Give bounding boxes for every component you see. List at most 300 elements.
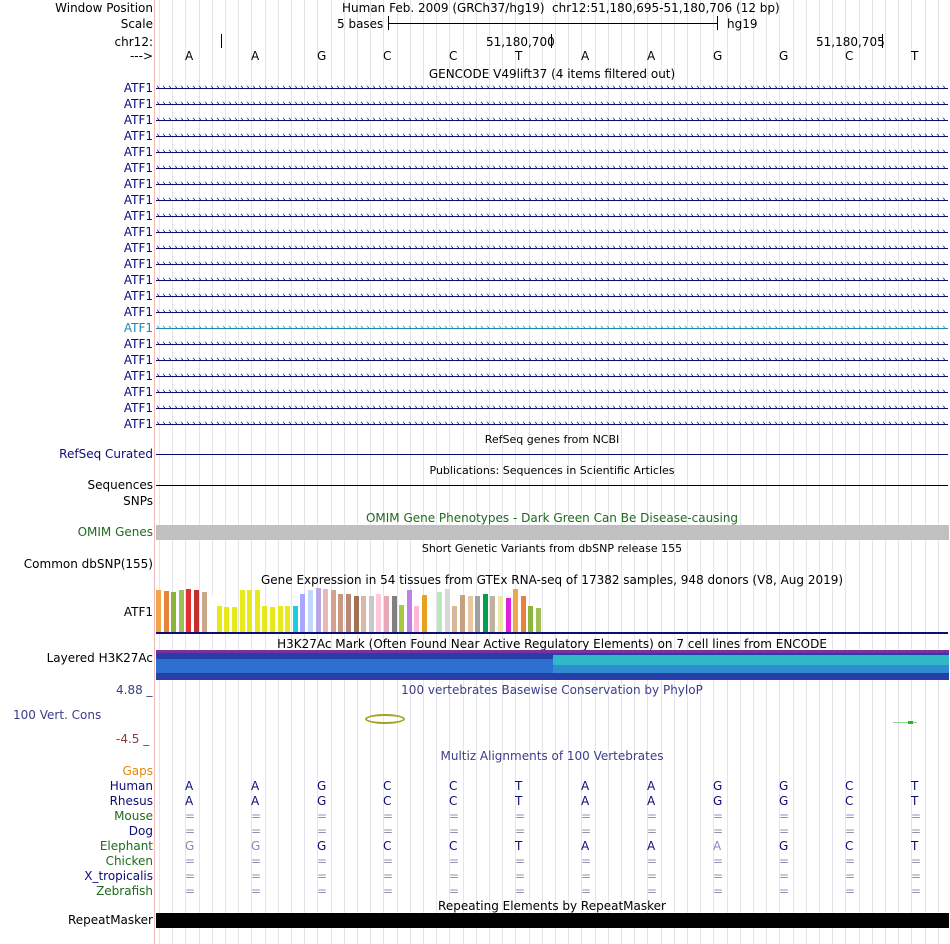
- strand-chevron-icon: ›: [234, 116, 238, 125]
- strand-chevron-icon: ›: [738, 260, 742, 269]
- gtex-tissue-bar[interactable]: [186, 589, 191, 632]
- strand-chevron-icon: ›: [246, 84, 250, 93]
- gencode-transcript[interactable]: [156, 276, 948, 285]
- strand-chevron-icon: ›: [792, 212, 796, 221]
- strand-chevron-icon: ›: [828, 340, 832, 349]
- gtex-tissue-bar[interactable]: [316, 588, 321, 632]
- strand-chevron-icon: ›: [378, 308, 382, 317]
- gtex-tissue-bar[interactable]: [468, 596, 473, 632]
- gencode-transcript[interactable]: [156, 164, 948, 173]
- strand-chevron-icon: ›: [450, 116, 454, 125]
- gtex-tissue-bar[interactable]: [392, 596, 397, 632]
- strand-chevron-icon: ›: [876, 228, 880, 237]
- strand-chevron-icon: ›: [756, 84, 760, 93]
- strand-chevron-icon: ›: [312, 260, 316, 269]
- species-label[interactable]: Elephant: [100, 839, 153, 853]
- strand-chevron-icon: ›: [786, 228, 790, 237]
- strand-chevron-icon: ›: [492, 388, 496, 397]
- strand-chevron-icon: ›: [690, 148, 694, 157]
- gencode-item-label[interactable]: ATF1: [124, 161, 153, 175]
- strand-chevron-icon: ›: [912, 164, 916, 173]
- strand-chevron-icon: ›: [258, 148, 262, 157]
- gtex-tissue-bar[interactable]: [300, 594, 305, 632]
- gencode-item-label[interactable]: ATF1: [124, 81, 153, 95]
- gtex-tissue-bar[interactable]: [202, 592, 207, 632]
- strand-chevron-icon: ›: [744, 116, 748, 125]
- gencode-item-label[interactable]: ATF1: [124, 401, 153, 415]
- strand-chevron-icon: ›: [666, 196, 670, 205]
- scale-db: hg19: [727, 17, 758, 31]
- strand-chevron-icon: ›: [834, 212, 838, 221]
- repeatmasker-feature[interactable]: [156, 913, 949, 928]
- species-label[interactable]: X_tropicalis: [84, 869, 153, 883]
- gencode-transcript[interactable]: [156, 244, 948, 253]
- strand-chevron-icon: ›: [336, 212, 340, 221]
- gtex-tissue-bar[interactable]: [240, 590, 245, 632]
- sequences-label[interactable]: Sequences: [88, 478, 153, 492]
- refseq-label[interactable]: RefSeq Curated: [59, 447, 153, 461]
- gtex-tissue-bar[interactable]: [323, 589, 328, 632]
- omim-label[interactable]: OMIM Genes: [78, 525, 153, 539]
- gencode-item-label[interactable]: ATF1: [124, 273, 153, 287]
- strand-chevron-icon: ›: [384, 244, 388, 253]
- gtex-tissue-bar[interactable]: [171, 592, 176, 632]
- strand-chevron-icon: ›: [510, 148, 514, 157]
- gtex-label[interactable]: ATF1: [124, 605, 153, 619]
- strand-chevron-icon: ›: [390, 324, 394, 333]
- alignment-base: G: [251, 839, 260, 853]
- gtex-tissue-bar[interactable]: [528, 606, 533, 632]
- strand-chevron-icon: ›: [204, 84, 208, 93]
- gencode-title[interactable]: GENCODE V49lift37 (4 items filtered out): [156, 67, 948, 81]
- gaps-label[interactable]: Gaps: [122, 764, 153, 778]
- strand-chevron-icon: ›: [450, 420, 454, 429]
- gtex-tissue-bar[interactable]: [354, 596, 359, 632]
- strand-chevron-icon: ›: [396, 372, 400, 381]
- gtex-tissue-bar[interactable]: [376, 594, 381, 632]
- strand-chevron-icon: ›: [762, 244, 766, 253]
- strand-chevron-icon: ›: [624, 100, 628, 109]
- strand-chevron-icon: ›: [690, 260, 694, 269]
- strand-chevron-icon: ›: [798, 404, 802, 413]
- strand-chevron-icon: ›: [366, 84, 370, 93]
- gtex-tissue-bar[interactable]: [384, 596, 389, 632]
- alignment-base: T: [911, 794, 918, 808]
- strand-chevron-icon: ›: [306, 196, 310, 205]
- strand-chevron-icon: ›: [330, 228, 334, 237]
- gencode-transcript[interactable]: [156, 308, 948, 317]
- strand-chevron-icon: ›: [540, 132, 544, 141]
- strand-chevron-icon: ›: [738, 100, 742, 109]
- strand-chevron-icon: ›: [336, 180, 340, 189]
- strand-chevron-icon: ›: [228, 116, 232, 125]
- gtex-tissue-bar[interactable]: [232, 607, 237, 632]
- gtex-tissue-bar[interactable]: [498, 596, 503, 632]
- gtex-tissue-bar[interactable]: [285, 606, 290, 632]
- strand-chevron-icon: ›: [198, 292, 202, 301]
- strand-chevron-icon: ›: [828, 132, 832, 141]
- omim-title[interactable]: OMIM Gene Phenotypes - Dark Green Can Be Disease-causing: [156, 511, 948, 525]
- strand-chevron-icon: ›: [492, 100, 496, 109]
- strand-chevron-icon: ›: [576, 180, 580, 189]
- strand-chevron-icon: ›: [786, 340, 790, 349]
- strand-chevron-icon: ›: [420, 180, 424, 189]
- strand-chevron-icon: ›: [612, 276, 616, 285]
- strand-chevron-icon: ›: [774, 148, 778, 157]
- strand-chevron-icon: ›: [210, 292, 214, 301]
- strand-chevron-icon: ›: [456, 276, 460, 285]
- strand-chevron-icon: ›: [618, 324, 622, 333]
- gtex-tissue-bar[interactable]: [247, 590, 252, 632]
- gencode-item-label[interactable]: ATF1: [124, 369, 153, 383]
- strand-chevron-icon: ›: [330, 388, 334, 397]
- phylop-label[interactable]: 100 Vert. Cons: [13, 708, 101, 722]
- gtex-tissue-bar[interactable]: [156, 590, 161, 632]
- gencode-transcript[interactable]: [156, 372, 948, 381]
- gencode-transcript[interactable]: [156, 388, 948, 397]
- gencode-item-label[interactable]: ATF1: [124, 209, 153, 223]
- gtex-tissue-bar[interactable]: [262, 606, 267, 632]
- strand-chevron-icon: ›: [522, 276, 526, 285]
- gtex-tissue-bar[interactable]: [369, 596, 374, 632]
- gtex-tissue-bar[interactable]: [506, 598, 511, 632]
- gtex-tissue-bar[interactable]: [422, 595, 427, 632]
- strand-chevron-icon: ›: [714, 148, 718, 157]
- strand-chevron-icon: ›: [378, 84, 382, 93]
- strand-chevron-icon: ›: [678, 196, 682, 205]
- strand-chevron-icon: ›: [732, 228, 736, 237]
- strand-chevron-icon: ›: [828, 196, 832, 205]
- gtex-tissue-bar[interactable]: [194, 590, 199, 632]
- gencode-item-label[interactable]: ATF1: [124, 145, 153, 159]
- dbsnp-title[interactable]: Short Genetic Variants from dbSNP release 155: [156, 542, 948, 555]
- alignment-base: C: [449, 794, 457, 808]
- h3k27ac-label[interactable]: Layered H3K27Ac: [47, 651, 153, 665]
- strand-chevron-icon: ›: [528, 244, 532, 253]
- strand-chevron-icon: ›: [612, 356, 616, 365]
- strand-chevron-icon: ›: [384, 228, 388, 237]
- strand-chevron-icon: ›: [270, 340, 274, 349]
- gtex-tissue-bar[interactable]: [536, 608, 541, 632]
- strand-chevron-icon: ›: [804, 212, 808, 221]
- strand-chevron-icon: ›: [384, 260, 388, 269]
- strand-chevron-icon: ›: [756, 260, 760, 269]
- strand-chevron-icon: ›: [498, 388, 502, 397]
- strand-chevron-icon: ›: [312, 196, 316, 205]
- strand-chevron-icon: ›: [564, 100, 568, 109]
- strand-chevron-icon: ›: [240, 372, 244, 381]
- gtex-tissue-bar[interactable]: [361, 596, 366, 632]
- strand-chevron-icon: ›: [738, 340, 742, 349]
- strand-chevron-icon: ›: [348, 228, 352, 237]
- gtex-tissue-bar[interactable]: [445, 589, 450, 632]
- gtex-tissue-bar[interactable]: [414, 606, 419, 632]
- strand-chevron-icon: ›: [342, 100, 346, 109]
- gencode-item-label[interactable]: ATF1: [124, 337, 153, 351]
- gencode-item-label[interactable]: ATF1: [124, 225, 153, 239]
- strand-chevron-icon: ›: [576, 308, 580, 317]
- strand-chevron-icon: ›: [888, 276, 892, 285]
- gencode-item-label[interactable]: ATF1: [124, 241, 153, 255]
- strand-chevron-icon: ›: [624, 196, 628, 205]
- strand-chevron-icon: ›: [828, 228, 832, 237]
- gencode-transcript[interactable]: [156, 132, 948, 141]
- strand-chevron-icon: ›: [480, 388, 484, 397]
- dbsnp-label[interactable]: Common dbSNP(155): [24, 557, 153, 571]
- phylop-title[interactable]: 100 vertebrates Basewise Conservation by PhyloP: [156, 683, 948, 697]
- gtex-tissue-bar[interactable]: [490, 596, 495, 632]
- strand-chevron-icon: ›: [354, 420, 358, 429]
- strand-chevron-icon: ›: [942, 324, 946, 333]
- strand-chevron-icon: ›: [540, 164, 544, 173]
- strand-chevron-icon: ›: [414, 100, 418, 109]
- publications-title[interactable]: Publications: Sequences in Scientific Articles: [156, 464, 948, 477]
- strand-chevron-icon: ›: [252, 420, 256, 429]
- gtex-tissue-bar[interactable]: [270, 607, 275, 632]
- gtex-tissue-bar[interactable]: [255, 590, 260, 632]
- gencode-item-label[interactable]: ATF1: [124, 113, 153, 127]
- gtex-tissue-bar[interactable]: [460, 595, 465, 632]
- gtex-tissue-bar[interactable]: [164, 591, 169, 632]
- strand-chevron-icon: ›: [360, 164, 364, 173]
- gencode-transcript[interactable]: [156, 116, 948, 125]
- strand-chevron-icon: ›: [408, 196, 412, 205]
- strand-chevron-icon: ›: [852, 276, 856, 285]
- strand-chevron-icon: ›: [402, 308, 406, 317]
- strand-chevron-icon: ›: [858, 308, 862, 317]
- strand-chevron-icon: ›: [528, 292, 532, 301]
- gencode-transcript[interactable]: [156, 356, 948, 365]
- strand-chevron-icon: ›: [744, 356, 748, 365]
- strand-chevron-icon: ›: [678, 340, 682, 349]
- species-label[interactable]: Chicken: [106, 854, 153, 868]
- strand-chevron-icon: ›: [420, 308, 424, 317]
- strand-chevron-icon: ›: [780, 404, 784, 413]
- gtex-tissue-bar[interactable]: [278, 606, 283, 632]
- gencode-transcript[interactable]: [156, 420, 948, 429]
- strand-chevron-icon: ›: [480, 212, 484, 221]
- strand-chevron-icon: ›: [216, 164, 220, 173]
- strand-chevron-icon: ›: [672, 116, 676, 125]
- strand-chevron-icon: ›: [672, 356, 676, 365]
- strand-chevron-icon: ›: [168, 100, 172, 109]
- strand-chevron-icon: ›: [936, 196, 940, 205]
- omim-feature[interactable]: [156, 525, 949, 540]
- gtex-tissue-bar[interactable]: [331, 590, 336, 632]
- strand-chevron-icon: ›: [924, 388, 928, 397]
- alignment-base: T: [515, 779, 522, 793]
- multiz-title[interactable]: Multiz Alignments of 100 Vertebrates: [156, 749, 948, 763]
- strand-chevron-icon: ›: [402, 212, 406, 221]
- strand-chevron-icon: ›: [516, 100, 520, 109]
- species-label[interactable]: Zebrafish: [96, 884, 153, 898]
- publications-line[interactable]: [156, 485, 948, 486]
- strand-chevron-icon: ›: [672, 148, 676, 157]
- strand-chevron-icon: ›: [654, 148, 658, 157]
- strand-chevron-icon: ›: [792, 404, 796, 413]
- gtex-tissue-bar[interactable]: [513, 589, 518, 632]
- strand-chevron-icon: ›: [642, 148, 646, 157]
- strand-chevron-icon: ›: [324, 308, 328, 317]
- gtex-tissue-bar[interactable]: [521, 596, 526, 632]
- strand-chevron-icon: ›: [606, 244, 610, 253]
- gtex-tissue-bar[interactable]: [430, 592, 435, 632]
- strand-chevron-icon: ›: [456, 164, 460, 173]
- strand-chevron-icon: ›: [696, 372, 700, 381]
- strand-chevron-icon: ›: [756, 340, 760, 349]
- strand-chevron-icon: ›: [858, 228, 862, 237]
- gtex-tissue-bar[interactable]: [346, 594, 351, 632]
- strand-chevron-icon: ›: [186, 196, 190, 205]
- strand-chevron-icon: ›: [582, 180, 586, 189]
- strand-chevron-icon: ›: [888, 212, 892, 221]
- gencode-transcript[interactable]: [156, 212, 948, 221]
- strand-chevron-icon: ›: [282, 180, 286, 189]
- strand-chevron-icon: ›: [684, 116, 688, 125]
- strand-chevron-icon: ›: [354, 404, 358, 413]
- gencode-item-label[interactable]: ATF1: [124, 321, 153, 335]
- strand-chevron-icon: ›: [192, 148, 196, 157]
- gtex-tissue-bar[interactable]: [217, 606, 222, 632]
- strand-chevron-icon: ›: [798, 228, 802, 237]
- strand-chevron-icon: ›: [834, 356, 838, 365]
- strand-chevron-icon: ›: [228, 132, 232, 141]
- species-label[interactable]: Rhesus: [110, 794, 153, 808]
- gencode-item-label[interactable]: ATF1: [124, 305, 153, 319]
- strand-chevron-icon: ›: [426, 340, 430, 349]
- refseq-line[interactable]: [156, 454, 948, 455]
- gtex-tissue-bar[interactable]: [224, 607, 229, 632]
- gencode-transcript[interactable]: [156, 100, 948, 109]
- gtex-tissue-bar[interactable]: [293, 606, 298, 632]
- gencode-item-label[interactable]: ATF1: [124, 193, 153, 207]
- gencode-transcript[interactable]: [156, 84, 948, 93]
- strand-chevron-icon: ›: [672, 228, 676, 237]
- strand-chevron-icon: ›: [408, 164, 412, 173]
- strand-chevron-icon: ›: [840, 84, 844, 93]
- strand-chevron-icon: ›: [372, 356, 376, 365]
- species-label[interactable]: Dog: [129, 824, 153, 838]
- gtex-tissue-bar[interactable]: [338, 594, 343, 632]
- strand-chevron-icon: ›: [288, 404, 292, 413]
- h3k27ac-title[interactable]: H3K27Ac Mark (Often Found Near Active Regulatory Elements) on 7 cell lines from ENCODE: [156, 637, 948, 651]
- gencode-transcript[interactable]: [156, 228, 948, 237]
- gencode-item-label[interactable]: ATF1: [124, 417, 153, 431]
- species-label[interactable]: Mouse: [114, 809, 153, 823]
- strand-chevron-icon: ›: [270, 404, 274, 413]
- strand-chevron-icon: ›: [570, 420, 574, 429]
- strand-chevron-icon: ›: [576, 100, 580, 109]
- gencode-transcript[interactable]: [156, 180, 948, 189]
- gtex-tissue-bar[interactable]: [475, 596, 480, 632]
- gtex-tissue-bar[interactable]: [399, 605, 404, 632]
- strand-chevron-icon: ›: [744, 84, 748, 93]
- gencode-item-label[interactable]: ATF1: [124, 97, 153, 111]
- strand-chevron-icon: ›: [354, 164, 358, 173]
- gtex-tissue-bar[interactable]: [179, 590, 184, 632]
- strand-chevron-icon: ›: [810, 388, 814, 397]
- gencode-transcript[interactable]: [156, 324, 948, 333]
- reference-base: G: [713, 49, 722, 63]
- gtex-tissue-bar[interactable]: [483, 594, 488, 632]
- strand-chevron-icon: ›: [552, 276, 556, 285]
- strand-chevron-icon: ›: [696, 260, 700, 269]
- strand-chevron-icon: ›: [846, 292, 850, 301]
- strand-chevron-icon: ›: [576, 324, 580, 333]
- strand-chevron-icon: ›: [246, 276, 250, 285]
- gencode-item-label[interactable]: ATF1: [124, 129, 153, 143]
- gencode-item-label[interactable]: ATF1: [124, 385, 153, 399]
- gencode-item-label[interactable]: ATF1: [124, 353, 153, 367]
- strand-chevron-icon: ›: [624, 228, 628, 237]
- gtex-tissue-bar[interactable]: [308, 590, 313, 632]
- gencode-transcript[interactable]: [156, 148, 948, 157]
- gtex-tissue-bar[interactable]: [437, 592, 442, 632]
- strand-chevron-icon: ›: [930, 180, 934, 189]
- gencode-transcript[interactable]: [156, 196, 948, 205]
- strand-chevron-icon: ›: [756, 244, 760, 253]
- repeatmasker-title[interactable]: Repeating Elements by RepeatMasker: [156, 899, 948, 913]
- strand-chevron-icon: ›: [342, 276, 346, 285]
- gtex-title[interactable]: Gene Expression in 54 tissues from GTEx RNA-seq of 17382 samples, 948 donors (V8, Aug 2019): [156, 573, 948, 587]
- strand-chevron-icon: ›: [372, 404, 376, 413]
- strand-chevron-icon: ›: [636, 324, 640, 333]
- gencode-item-label[interactable]: ATF1: [124, 177, 153, 191]
- strand-chevron-icon: ›: [180, 388, 184, 397]
- repeatmasker-label[interactable]: RepeatMasker: [68, 913, 153, 927]
- strand-chevron-icon: ›: [486, 244, 490, 253]
- gtex-tissue-bar[interactable]: [407, 590, 412, 632]
- gtex-tissue-bar[interactable]: [209, 595, 214, 632]
- strand-chevron-icon: ›: [612, 404, 616, 413]
- strand-chevron-icon: ›: [882, 148, 886, 157]
- gencode-item-label[interactable]: ATF1: [124, 289, 153, 303]
- strand-chevron-icon: ›: [942, 148, 946, 157]
- strand-chevron-icon: ›: [354, 308, 358, 317]
- strand-chevron-icon: ›: [780, 100, 784, 109]
- strand-chevron-icon: ›: [444, 212, 448, 221]
- gencode-item-label[interactable]: ATF1: [124, 257, 153, 271]
- strand-chevron-icon: ›: [630, 372, 634, 381]
- strand-chevron-icon: ›: [240, 276, 244, 285]
- strand-chevron-icon: ›: [270, 116, 274, 125]
- strand-chevron-icon: ›: [816, 100, 820, 109]
- species-label[interactable]: Human: [110, 779, 153, 793]
- alignment-base: =: [383, 854, 393, 868]
- strand-chevron-icon: ›: [468, 308, 472, 317]
- gencode-transcript[interactable]: [156, 292, 948, 301]
- alignment-base: A: [185, 779, 193, 793]
- strand-chevron-icon: ›: [270, 372, 274, 381]
- gencode-transcript[interactable]: [156, 404, 948, 413]
- strand-chevron-icon: ›: [198, 356, 202, 365]
- strand-chevron-icon: ›: [498, 180, 502, 189]
- strand-chevron-icon: ›: [330, 244, 334, 253]
- strand-chevron-icon: ›: [678, 420, 682, 429]
- strand-chevron-icon: ›: [318, 308, 322, 317]
- refseq-title[interactable]: RefSeq genes from NCBI: [156, 433, 948, 446]
- gencode-transcript[interactable]: [156, 340, 948, 349]
- strand-chevron-icon: ›: [192, 260, 196, 269]
- gtex-tissue-bar[interactable]: [452, 606, 457, 632]
- strand-chevron-icon: ›: [714, 276, 718, 285]
- strand-chevron-icon: ›: [678, 308, 682, 317]
- strand-chevron-icon: ›: [678, 244, 682, 253]
- reference-base: T: [515, 49, 522, 63]
- strand-chevron-icon: ›: [780, 340, 784, 349]
- gencode-transcript[interactable]: [156, 260, 948, 269]
- snps-label[interactable]: SNPs: [123, 494, 153, 508]
